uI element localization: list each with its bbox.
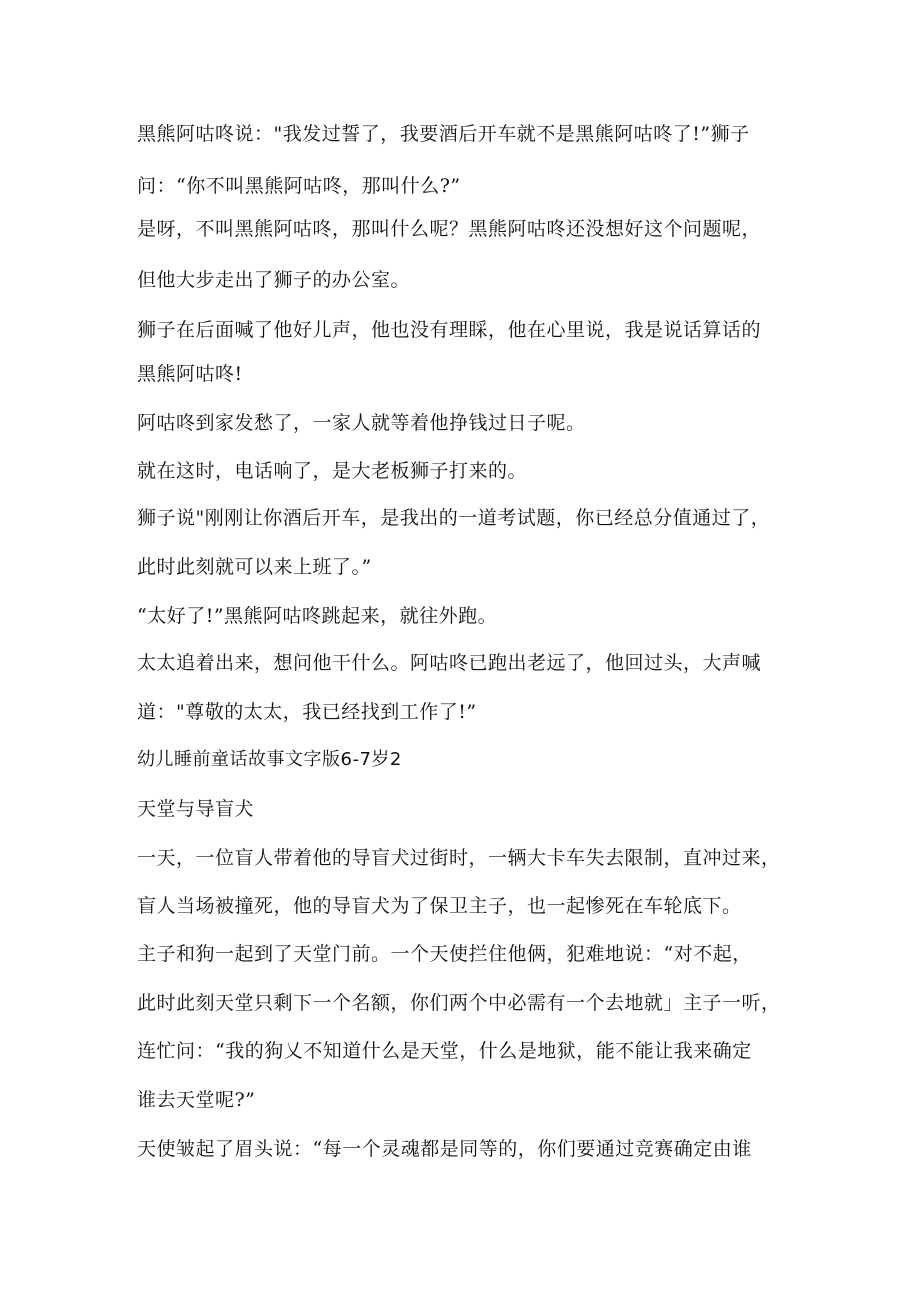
- text-line: 太太追着出来，想问他干什么。阿咕咚已跑出老远了，他回过头，大声喊: [137, 652, 762, 674]
- text-line: 一天，一位盲人带着他的导盲犬过街时，一辆大卡车失去限制，直冲过来，: [137, 847, 781, 869]
- text-line: 狮子在后面喊了他好儿声，他也没有理睬，他在心里说，我是说话算话的: [137, 319, 762, 341]
- text-line: 阿咕咚到家发愁了，一家人就等着他挣钱过日子呢。: [137, 412, 586, 434]
- section-heading: 幼儿睡前童话故事文字版6-7岁2: [137, 749, 402, 770]
- text-line: 是呀，不叫黑熊阿咕咚，那叫什么呢？黑熊阿咕咚还没想好这个问题呢，: [137, 218, 762, 240]
- text-line: 狮子说"刚刚让你酒后开车，是我出的一道考试题，你已经总分值通过了，: [137, 507, 771, 529]
- text-line: 盲人当场被撞死，他的导盲犬为了保卫主子，也一起惨死在车轮底下。: [137, 895, 742, 917]
- text-line: 主子和狗一起到了天堂门前。一个天使拦住他俩，犯难地说：“对不起，: [137, 943, 752, 965]
- text-line: 就在这时，电话响了，是大老板狮子打来的。: [137, 460, 528, 482]
- text-line: “太好了!”黑熊阿咕咚跳起来，就往外跑。: [137, 605, 498, 627]
- text-line: 但他大步走出了狮子的办公室。: [137, 269, 411, 291]
- text-line: 此时此刻天堂只剩下一个名额，你们两个中必需有一个去地就」主子一听，: [137, 992, 781, 1014]
- text-line: 谁去天堂呢?”: [137, 1089, 256, 1111]
- text-line: 连忙问：“我的狗乂不知道什么是天堂，什么是地狱，能不能让我来确定: [137, 1040, 752, 1062]
- text-line: 此时此刻就可以来上班了。”: [137, 556, 372, 578]
- text-line: 天使皱起了眉头说：“每一个灵魂都是同等的，你们要通过竞赛确定由谁: [137, 1138, 752, 1160]
- text-line: 黑熊阿咕咚说："我发过誓了，我要酒后开车就不是黑熊阿咕咚了!”狮子: [137, 123, 750, 145]
- text-line: 问：“你不叫黑熊阿咕咚，那叫什么?”: [137, 175, 461, 197]
- text-line: 黑熊阿咕咚!: [137, 363, 243, 385]
- text-line: 道："尊敬的太太，我已经找到工作了!”: [137, 701, 477, 723]
- story-title: 天堂与导盲犬: [137, 798, 255, 820]
